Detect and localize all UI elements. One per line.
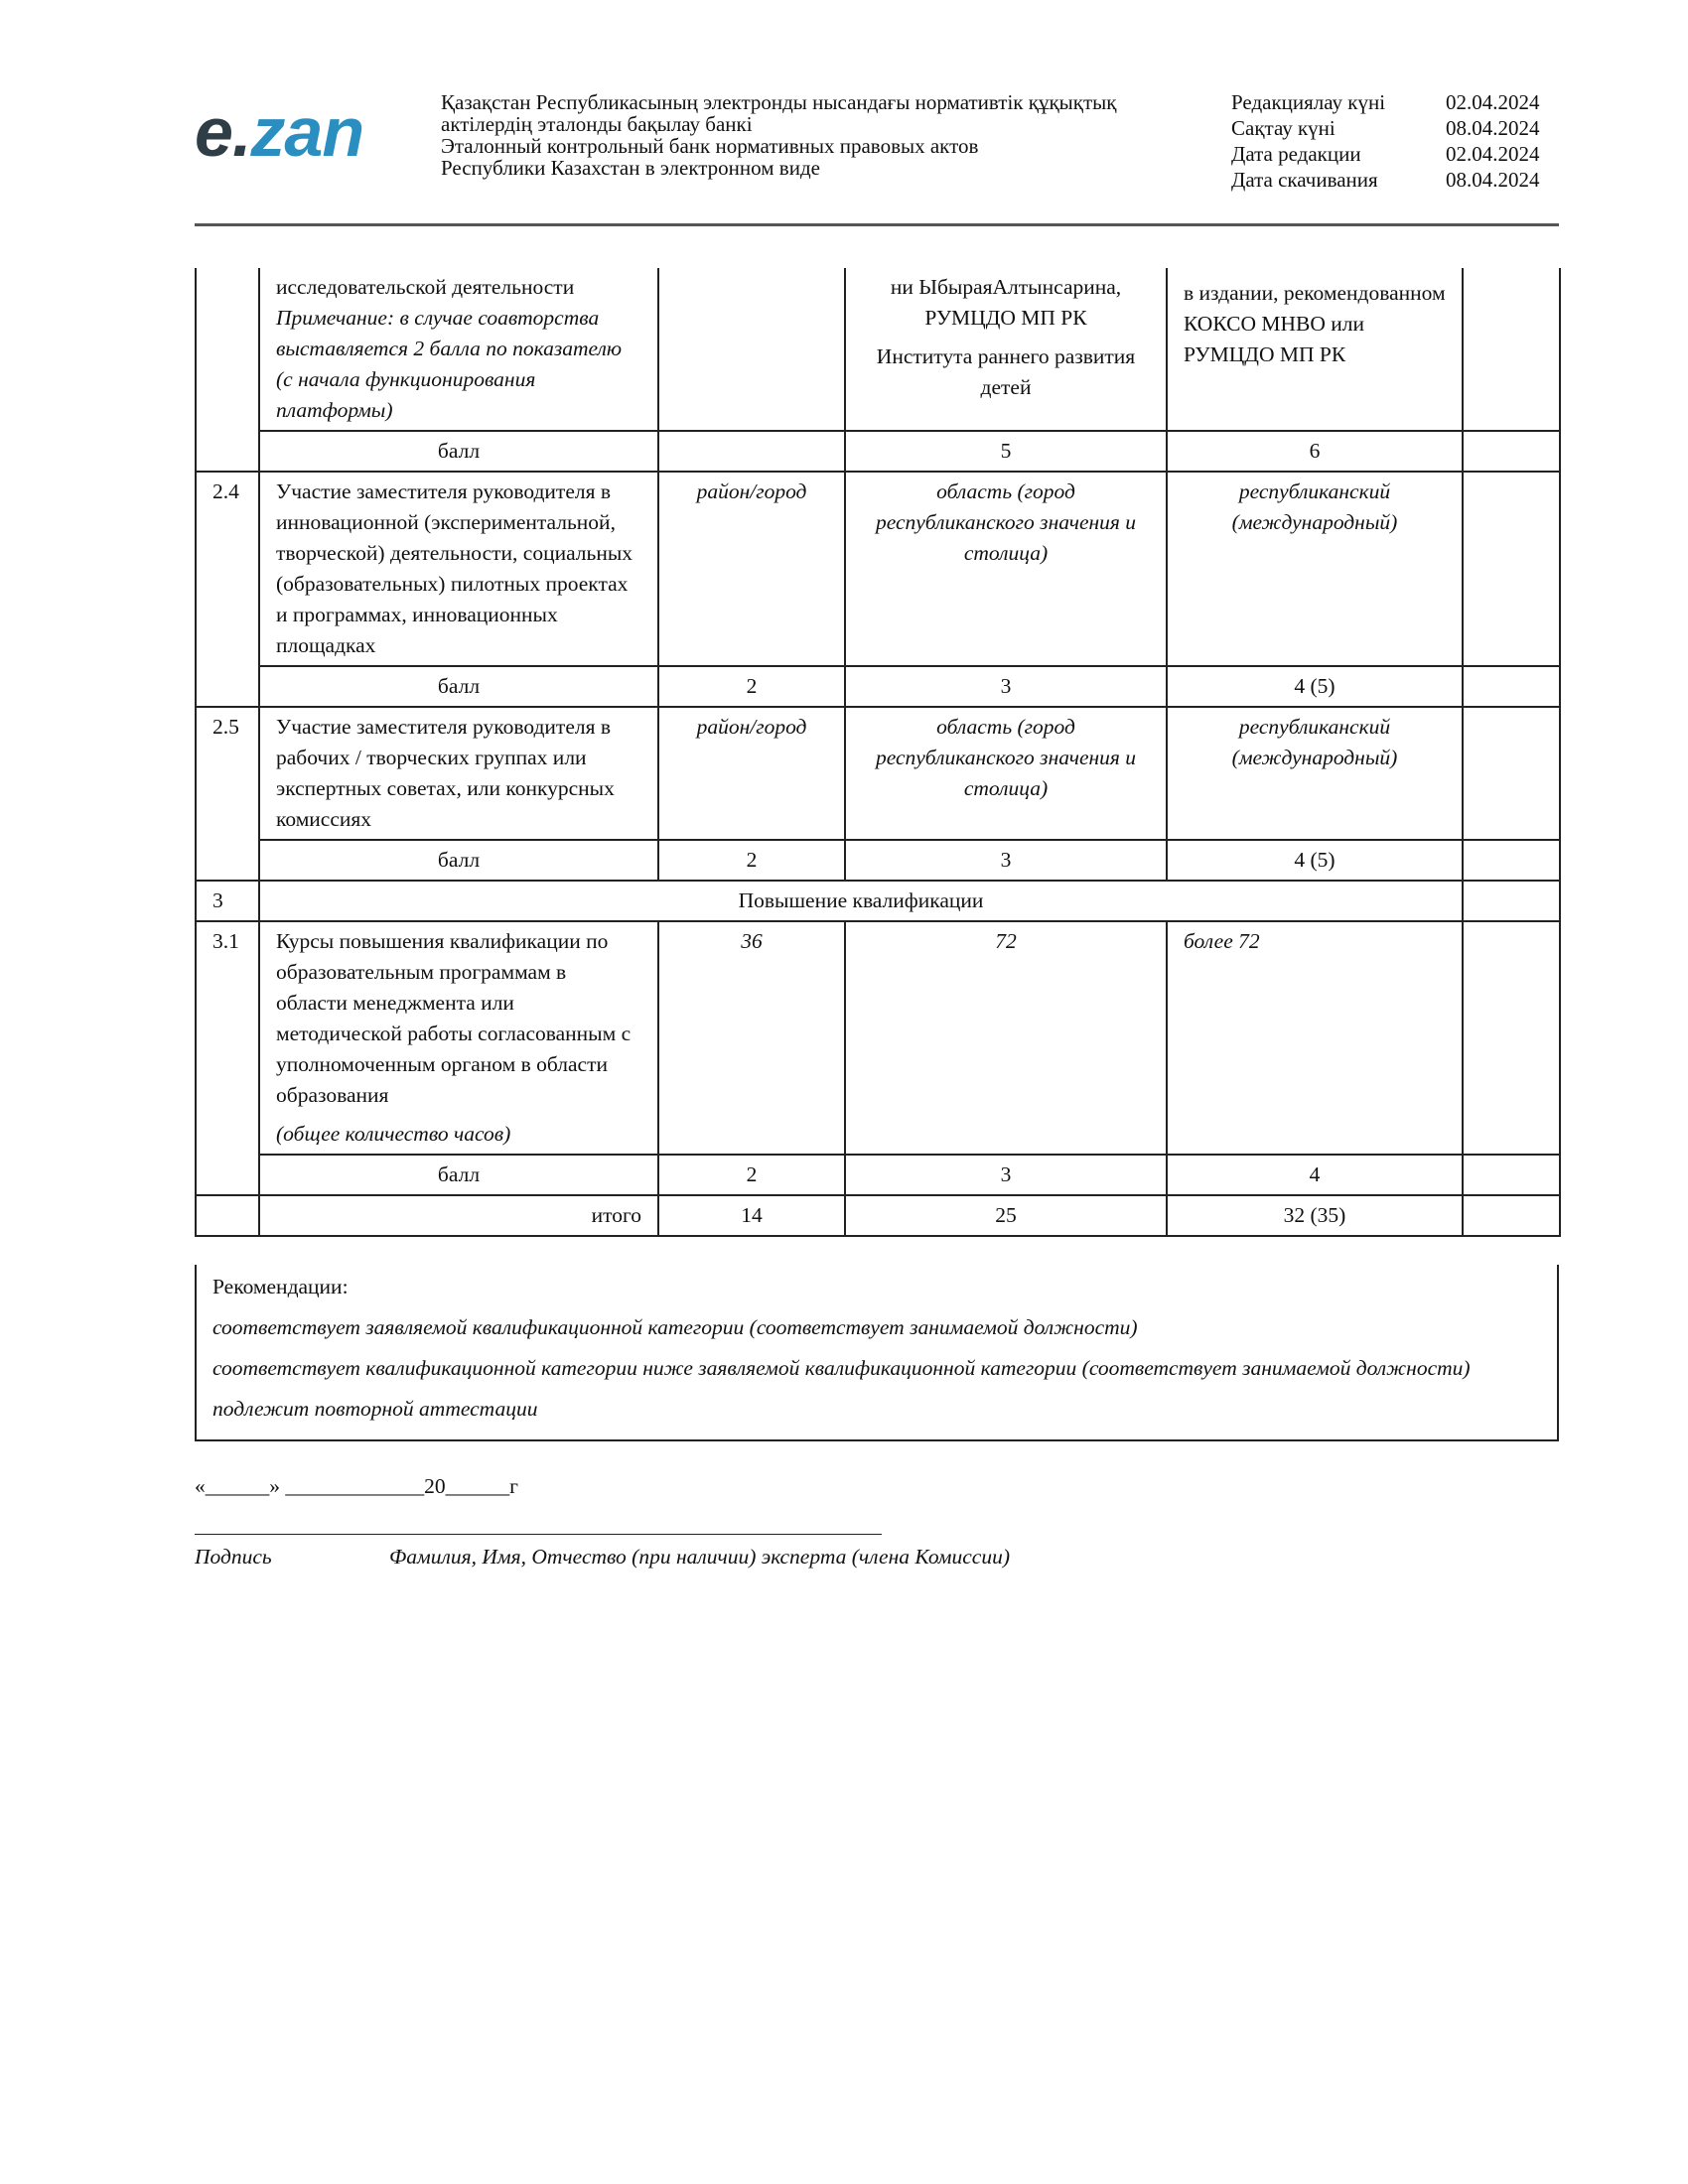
cell-description: Участие заместителя руководителя в инновационной (экспериментальной, творческой) деятельности, социальных (образовательных) пилотных проектах и программах, инновационных площадках	[259, 472, 658, 666]
date-value: 08.04.2024	[1446, 167, 1540, 192]
evaluation-table	[195, 268, 1561, 1237]
section-title: Повышение квалификации	[259, 881, 1463, 921]
date-value: 02.04.2024	[1446, 141, 1540, 166]
recommendation-item: подлежит повторной аттестации	[212, 1397, 538, 1421]
description-text: исследовательской деятельности	[276, 275, 575, 299]
description-text: Курсы повышения квалификации по образовательным программам в области менеджмента или методической работы согласованным с уполномоченным органом в области образования	[276, 929, 632, 1107]
date-label: Дата скачивания	[1231, 167, 1378, 192]
signature-line	[195, 1534, 882, 1535]
recommendation-item: соответствует заявляемой квалификационной категории (соответствует занимаемой должности)	[212, 1315, 1138, 1339]
table-row	[196, 431, 1560, 472]
table-row	[196, 666, 1560, 707]
total-value: 14	[658, 1195, 845, 1236]
recommendations-box	[195, 1265, 1559, 1441]
header-dates	[1231, 89, 1559, 193]
header-divider	[195, 223, 1559, 226]
ball-value: 4	[1167, 1155, 1463, 1195]
date-label: Дата редакции	[1231, 141, 1361, 166]
level-text: Института раннего развития детей	[876, 344, 1136, 399]
cell-number: 3	[196, 881, 259, 921]
table-row	[196, 921, 1560, 1155]
cell-extra	[1463, 707, 1560, 840]
cell-level-3	[1167, 268, 1463, 431]
ball-value: 2	[658, 840, 845, 881]
date-value: 08.04.2024	[1446, 115, 1540, 140]
ball-value: 4 (5)	[1167, 840, 1463, 881]
date-row	[1231, 167, 1559, 193]
cell-extra	[1463, 840, 1560, 881]
header-desc-line: Республики Казахстан в электронном виде	[441, 156, 820, 180]
ball-value: 3	[845, 666, 1167, 707]
header-description	[441, 91, 1196, 179]
ball-value: 6	[1167, 431, 1463, 472]
table-row	[196, 840, 1560, 881]
level-text: в издании, рекомендованном КОКСО МНВО или РУМЦДО МП РК	[1184, 281, 1446, 366]
cell-description: Участие заместителя руководителя в рабочих / творческих группах или экспертных советах, или конкурсных комиссиях	[259, 707, 658, 840]
cell-level-2: область (город республиканского значения и столица)	[845, 707, 1167, 840]
ball-value: 3	[845, 840, 1167, 881]
ball-value: 3	[845, 1155, 1167, 1195]
date-row	[1231, 89, 1559, 115]
ball-value: 2	[658, 666, 845, 707]
cell-number: 3.1	[196, 921, 259, 1195]
section-row	[196, 881, 1560, 921]
ball-label: балл	[259, 1155, 658, 1195]
cell-level-2: 72	[845, 921, 1167, 1155]
recommendations-title: Рекомендации:	[212, 1275, 349, 1298]
signature-caption	[195, 1545, 1011, 1570]
table-row	[196, 472, 1560, 666]
date-row	[1231, 141, 1559, 167]
ball-value: 2	[658, 1155, 845, 1195]
cell-extra	[1463, 1155, 1560, 1195]
total-value: 25	[845, 1195, 1167, 1236]
ball-value: 5	[845, 431, 1167, 472]
expert-name-label: Фамилия, Имя, Отчество (при наличии) эксперта (члена Комиссии)	[389, 1545, 1011, 1569]
total-row	[196, 1195, 1560, 1236]
recommendations-cell	[196, 1265, 1558, 1440]
cell-number	[196, 1195, 259, 1236]
date-value: 02.04.2024	[1446, 89, 1540, 114]
description-note: Примечание: в случае соавторства выставляется 2 балла по показателю (с начала функционирования платформы)	[276, 306, 623, 422]
cell-extra	[1463, 881, 1560, 921]
cell-level-1	[658, 268, 845, 431]
recommendation-item: соответствует квалификационной категории ниже заявляемой квалификационной категории (соответствует занимаемой должности)	[212, 1356, 1471, 1380]
ball-value: 4 (5)	[1167, 666, 1463, 707]
cell-description	[259, 921, 658, 1155]
level-text: ни ЫбыраяАлтынсарина, РУМЦДО МП РК	[890, 275, 1122, 330]
cell-level-1: 36	[658, 921, 845, 1155]
header-desc-line: актілердің эталонды бақылау банкі	[441, 112, 753, 136]
ezan-logo: e.zan	[195, 93, 364, 171]
cell-number	[196, 268, 259, 472]
date-label: Сақтау күні	[1231, 115, 1336, 140]
cell-level-1: район/город	[658, 707, 845, 840]
cell-extra	[1463, 431, 1560, 472]
cell-number: 2.5	[196, 707, 259, 881]
signature-label: Подпись	[195, 1545, 272, 1569]
header-desc-line: Эталонный контрольный банк нормативных правовых актов	[441, 134, 979, 158]
ball-value	[658, 431, 845, 472]
table-row	[196, 1155, 1560, 1195]
cell-extra	[1463, 666, 1560, 707]
cell-description	[259, 268, 658, 431]
cell-extra	[1463, 268, 1560, 431]
total-value: 32 (35)	[1167, 1195, 1463, 1236]
cell-level-1: район/город	[658, 472, 845, 666]
cell-level-2	[845, 268, 1167, 431]
cell-level-2: область (город республиканского значения и столица)	[845, 472, 1167, 666]
cell-level-3: республиканский (международный)	[1167, 472, 1463, 666]
ball-label: балл	[259, 840, 658, 881]
cell-extra	[1463, 921, 1560, 1155]
cell-extra	[1463, 1195, 1560, 1236]
cell-level-3: более 72	[1167, 921, 1463, 1155]
date-row	[1231, 115, 1559, 141]
cell-number: 2.4	[196, 472, 259, 707]
header-desc-line: Қазақстан Республикасының электронды нысандағы нормативтік құқықтық	[441, 90, 1117, 114]
table-row	[196, 268, 1560, 431]
date-label: Редакциялау күні	[1231, 89, 1386, 114]
ball-label: балл	[259, 431, 658, 472]
description-note: (общее количество часов)	[276, 1122, 511, 1146]
cell-level-3: республиканский (международный)	[1167, 707, 1463, 840]
total-label: итого	[259, 1195, 658, 1236]
table-row	[196, 707, 1560, 840]
ball-label: балл	[259, 666, 658, 707]
date-fill-line: «______» _____________20______г	[195, 1474, 518, 1498]
cell-extra	[1463, 472, 1560, 666]
